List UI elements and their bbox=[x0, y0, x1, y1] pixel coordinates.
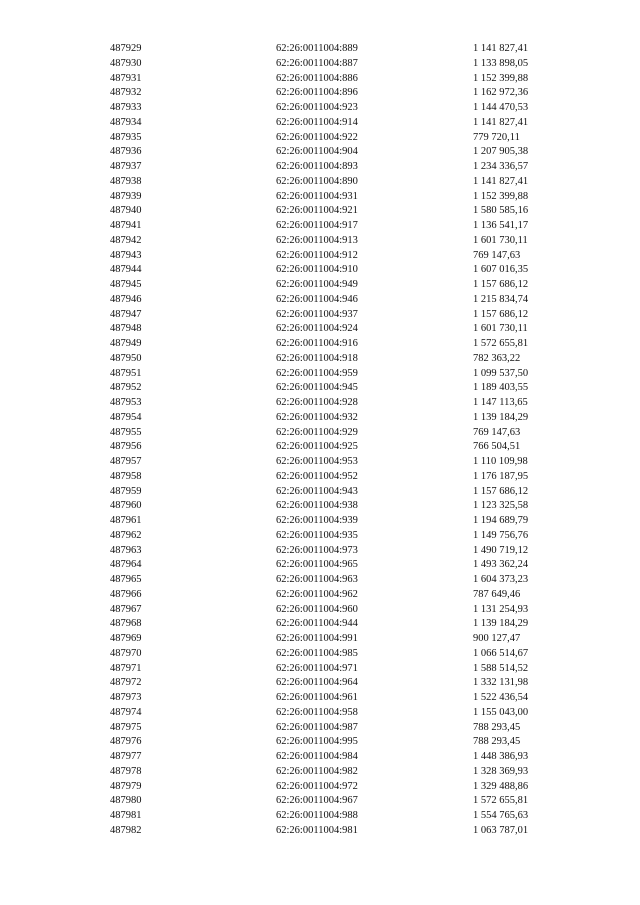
row-number: 487978 bbox=[110, 765, 142, 777]
cadastral-number: 62:26:0011004:931 bbox=[276, 190, 358, 202]
table-row bbox=[0, 160, 640, 175]
row-number: 487967 bbox=[110, 603, 142, 615]
cadastral-number: 62:26:0011004:928 bbox=[276, 397, 358, 408]
row-number: 487949 bbox=[110, 338, 142, 349]
table-row bbox=[0, 647, 640, 662]
table-row bbox=[0, 86, 640, 101]
row-number: 487974 bbox=[110, 706, 142, 718]
row-number: 487980 bbox=[110, 795, 142, 807]
table-row bbox=[0, 101, 640, 116]
cadastral-value: 1 176 187,95 bbox=[473, 470, 529, 482]
table-row bbox=[0, 145, 640, 160]
cadastral-number: 62:26:0011004:913 bbox=[276, 234, 358, 246]
table-row bbox=[0, 190, 640, 205]
row-number: 487940 bbox=[110, 205, 142, 217]
row-number: 487943 bbox=[110, 249, 142, 261]
cadastral-value: 1 066 514,67 bbox=[473, 647, 529, 659]
table-row bbox=[0, 278, 640, 293]
table-row bbox=[0, 219, 640, 234]
table-row bbox=[0, 308, 640, 323]
row-number: 487956 bbox=[110, 441, 142, 453]
table-row bbox=[0, 499, 640, 514]
cadastral-value: 1 522 436,54 bbox=[473, 692, 529, 703]
table-row bbox=[0, 514, 640, 529]
row-number: 487963 bbox=[110, 544, 142, 556]
table-row bbox=[0, 765, 640, 780]
table-row bbox=[0, 411, 640, 426]
cadastral-number: 62:26:0011004:944 bbox=[276, 618, 358, 630]
cadastral-number: 62:26:0011004:889 bbox=[276, 43, 358, 54]
table-row bbox=[0, 573, 640, 588]
row-number: 487971 bbox=[110, 662, 142, 674]
table-row bbox=[0, 750, 640, 765]
row-number: 487942 bbox=[110, 234, 142, 246]
table-row bbox=[0, 470, 640, 485]
cadastral-value: 1 607 016,35 bbox=[473, 264, 529, 276]
cadastral-number: 62:26:0011004:953 bbox=[276, 456, 358, 467]
cadastral-value: 1 136 541,17 bbox=[473, 220, 529, 231]
table-row bbox=[0, 131, 640, 146]
cadastral-number: 62:26:0011004:914 bbox=[276, 116, 358, 128]
cadastral-value: 1 157 686,12 bbox=[473, 485, 529, 497]
cadastral-value: 1 580 585,16 bbox=[473, 205, 529, 217]
row-number: 487968 bbox=[110, 618, 142, 630]
cadastral-number: 62:26:0011004:896 bbox=[276, 87, 358, 99]
row-number: 487953 bbox=[110, 397, 142, 408]
cadastral-number: 62:26:0011004:961 bbox=[276, 692, 358, 703]
table-row bbox=[0, 558, 640, 573]
cadastral-value: 900 127,47 bbox=[473, 633, 521, 644]
cadastral-value: 1 157 686,12 bbox=[473, 308, 529, 320]
cadastral-number: 62:26:0011004:964 bbox=[276, 677, 358, 689]
cadastral-number: 62:26:0011004:939 bbox=[276, 515, 358, 526]
cadastral-number: 62:26:0011004:949 bbox=[276, 279, 358, 290]
cadastral-value: 782 363,22 bbox=[473, 352, 521, 364]
table-row bbox=[0, 234, 640, 249]
row-number: 487955 bbox=[110, 426, 142, 438]
row-number: 487944 bbox=[110, 264, 142, 276]
cadastral-value: 1 207 905,38 bbox=[473, 146, 529, 158]
cadastral-value: 1 139 184,29 bbox=[473, 618, 529, 630]
row-number: 487932 bbox=[110, 87, 142, 99]
cadastral-number: 62:26:0011004:952 bbox=[276, 470, 358, 482]
cadastral-value: 1 194 689,79 bbox=[473, 515, 529, 526]
cadastral-value: 1 099 537,50 bbox=[473, 367, 529, 379]
cadastral-value: 1 448 386,93 bbox=[473, 751, 529, 762]
row-number: 487976 bbox=[110, 736, 142, 748]
cadastral-number: 62:26:0011004:893 bbox=[276, 161, 358, 172]
cadastral-number: 62:26:0011004:967 bbox=[276, 795, 358, 807]
cadastral-value: 769 147,63 bbox=[473, 249, 521, 261]
cadastral-value: 1 149 756,76 bbox=[473, 529, 529, 541]
cadastral-value: 1 328 369,93 bbox=[473, 765, 529, 777]
cadastral-number: 62:26:0011004:946 bbox=[276, 293, 358, 305]
row-number: 487954 bbox=[110, 411, 142, 423]
cadastral-number: 62:26:0011004:984 bbox=[276, 751, 358, 762]
cadastral-number: 62:26:0011004:972 bbox=[276, 780, 358, 792]
row-number: 487937 bbox=[110, 161, 142, 172]
cadastral-value: 1 572 655,81 bbox=[473, 338, 529, 349]
cadastral-number: 62:26:0011004:995 bbox=[276, 736, 358, 748]
cadastral-number: 62:26:0011004:982 bbox=[276, 765, 358, 777]
cadastral-value: 1 601 730,11 bbox=[473, 234, 528, 246]
cadastral-number: 62:26:0011004:959 bbox=[276, 367, 358, 379]
cadastral-number: 62:26:0011004:910 bbox=[276, 264, 358, 276]
cadastral-value: 1 155 043,00 bbox=[473, 706, 529, 718]
table-row bbox=[0, 249, 640, 264]
row-number: 487981 bbox=[110, 810, 142, 821]
row-number: 487979 bbox=[110, 780, 142, 792]
cadastral-number: 62:26:0011004:938 bbox=[276, 500, 358, 512]
data-table bbox=[0, 42, 640, 839]
row-number: 487957 bbox=[110, 456, 142, 467]
row-number: 487936 bbox=[110, 146, 142, 158]
cadastral-value: 1 133 898,05 bbox=[473, 57, 529, 69]
cadastral-value: 1 141 827,41 bbox=[473, 43, 529, 54]
row-number: 487969 bbox=[110, 633, 142, 644]
row-number: 487947 bbox=[110, 308, 142, 320]
cadastral-number: 62:26:0011004:985 bbox=[276, 647, 358, 659]
cadastral-value: 1 329 488,86 bbox=[473, 780, 529, 792]
cadastral-number: 62:26:0011004:918 bbox=[276, 352, 358, 364]
table-row bbox=[0, 367, 640, 382]
cadastral-value: 787 649,46 bbox=[473, 588, 521, 600]
cadastral-value: 1 157 686,12 bbox=[473, 279, 529, 290]
row-number: 487946 bbox=[110, 293, 142, 305]
table-row bbox=[0, 735, 640, 750]
cadastral-number: 62:26:0011004:965 bbox=[276, 559, 358, 571]
cadastral-value: 1 147 113,65 bbox=[473, 397, 528, 408]
row-number: 487958 bbox=[110, 470, 142, 482]
cadastral-number: 62:26:0011004:932 bbox=[276, 411, 358, 423]
row-number: 487929 bbox=[110, 43, 142, 54]
cadastral-number: 62:26:0011004:962 bbox=[276, 588, 358, 600]
table-row bbox=[0, 780, 640, 795]
row-number: 487973 bbox=[110, 692, 142, 703]
cadastral-value: 1 110 109,98 bbox=[473, 456, 528, 467]
table-row bbox=[0, 691, 640, 706]
cadastral-value: 1 144 470,53 bbox=[473, 102, 529, 113]
table-row bbox=[0, 116, 640, 131]
cadastral-value: 1 131 254,93 bbox=[473, 603, 529, 615]
table-row bbox=[0, 529, 640, 544]
cadastral-number: 62:26:0011004:937 bbox=[276, 308, 358, 320]
cadastral-number: 62:26:0011004:923 bbox=[276, 102, 358, 113]
cadastral-value: 1 152 399,88 bbox=[473, 72, 529, 84]
cadastral-number: 62:26:0011004:929 bbox=[276, 426, 358, 438]
row-number: 487945 bbox=[110, 279, 142, 290]
cadastral-number: 62:26:0011004:916 bbox=[276, 338, 358, 349]
row-number: 487970 bbox=[110, 647, 142, 659]
row-number: 487933 bbox=[110, 102, 142, 113]
cadastral-value: 1 490 719,12 bbox=[473, 544, 529, 556]
table-row bbox=[0, 352, 640, 367]
table-row bbox=[0, 72, 640, 87]
table-row bbox=[0, 721, 640, 736]
table-row bbox=[0, 426, 640, 441]
cadastral-value: 1 604 373,23 bbox=[473, 574, 529, 585]
row-number: 487935 bbox=[110, 131, 142, 143]
cadastral-number: 62:26:0011004:917 bbox=[276, 220, 358, 231]
cadastral-number: 62:26:0011004:935 bbox=[276, 529, 358, 541]
table-row bbox=[0, 603, 640, 618]
table-row bbox=[0, 706, 640, 721]
row-number: 487952 bbox=[110, 382, 142, 394]
table-row bbox=[0, 381, 640, 396]
cadastral-number: 62:26:0011004:988 bbox=[276, 810, 358, 821]
row-number: 487948 bbox=[110, 323, 142, 335]
cadastral-number: 62:26:0011004:981 bbox=[276, 824, 358, 836]
row-number: 487982 bbox=[110, 824, 142, 836]
table-row bbox=[0, 617, 640, 632]
cadastral-number: 62:26:0011004:924 bbox=[276, 323, 358, 335]
cadastral-number: 62:26:0011004:922 bbox=[276, 131, 358, 143]
row-number: 487962 bbox=[110, 529, 142, 541]
cadastral-number: 62:26:0011004:971 bbox=[276, 662, 358, 674]
table-row bbox=[0, 824, 640, 839]
cadastral-value: 1 601 730,11 bbox=[473, 323, 528, 335]
table-row bbox=[0, 485, 640, 500]
row-number: 487972 bbox=[110, 677, 142, 689]
cadastral-number: 62:26:0011004:991 bbox=[276, 633, 358, 644]
table-row bbox=[0, 322, 640, 337]
row-number: 487939 bbox=[110, 190, 142, 202]
cadastral-value: 1 141 827,41 bbox=[473, 175, 529, 187]
cadastral-number: 62:26:0011004:945 bbox=[276, 382, 358, 394]
cadastral-number: 62:26:0011004:963 bbox=[276, 574, 358, 585]
cadastral-number: 62:26:0011004:925 bbox=[276, 441, 358, 453]
table-row bbox=[0, 293, 640, 308]
cadastral-value: 788 293,45 bbox=[473, 721, 521, 733]
table-row bbox=[0, 42, 640, 57]
row-number: 487959 bbox=[110, 485, 142, 497]
table-row bbox=[0, 455, 640, 470]
cadastral-number: 62:26:0011004:887 bbox=[276, 57, 358, 69]
table-row bbox=[0, 396, 640, 411]
cadastral-number: 62:26:0011004:987 bbox=[276, 721, 358, 733]
cadastral-value: 1 139 184,29 bbox=[473, 411, 529, 423]
cadastral-number: 62:26:0011004:973 bbox=[276, 544, 358, 556]
cadastral-value: 1 141 827,41 bbox=[473, 116, 529, 128]
table-row bbox=[0, 662, 640, 677]
cadastral-number: 62:26:0011004:886 bbox=[276, 72, 358, 84]
row-number: 487964 bbox=[110, 559, 142, 571]
table-row bbox=[0, 204, 640, 219]
table-row bbox=[0, 676, 640, 691]
cadastral-number: 62:26:0011004:912 bbox=[276, 249, 358, 261]
table-row bbox=[0, 337, 640, 352]
row-number: 487934 bbox=[110, 116, 142, 128]
cadastral-number: 62:26:0011004:958 bbox=[276, 706, 358, 718]
table-row bbox=[0, 632, 640, 647]
table-row bbox=[0, 794, 640, 809]
row-number: 487966 bbox=[110, 588, 142, 600]
cadastral-value: 1 215 834,74 bbox=[473, 293, 529, 305]
row-number: 487965 bbox=[110, 574, 142, 585]
cadastral-value: 1 189 403,55 bbox=[473, 382, 529, 394]
row-number: 487941 bbox=[110, 220, 142, 231]
cadastral-value: 1 152 399,88 bbox=[473, 190, 529, 202]
cadastral-value: 1 554 765,63 bbox=[473, 810, 529, 821]
table-row bbox=[0, 175, 640, 190]
table-row bbox=[0, 588, 640, 603]
cadastral-number: 62:26:0011004:943 bbox=[276, 485, 358, 497]
row-number: 487960 bbox=[110, 500, 142, 512]
cadastral-number: 62:26:0011004:921 bbox=[276, 205, 358, 217]
cadastral-value: 766 504,51 bbox=[473, 441, 521, 453]
cadastral-value: 1 063 787,01 bbox=[473, 824, 529, 836]
table-row bbox=[0, 263, 640, 278]
cadastral-value: 769 147,63 bbox=[473, 426, 521, 438]
row-number: 487961 bbox=[110, 515, 142, 526]
cadastral-value: 1 572 655,81 bbox=[473, 795, 529, 807]
row-number: 487931 bbox=[110, 72, 142, 84]
cadastral-value: 1 332 131,98 bbox=[473, 677, 529, 689]
table-row bbox=[0, 57, 640, 72]
cadastral-value: 1 588 514,52 bbox=[473, 662, 529, 674]
row-number: 487977 bbox=[110, 751, 142, 762]
table-row bbox=[0, 440, 640, 455]
cadastral-value: 788 293,45 bbox=[473, 736, 521, 748]
row-number: 487938 bbox=[110, 175, 142, 187]
cadastral-value: 1 123 325,58 bbox=[473, 500, 529, 512]
cadastral-value: 1 162 972,36 bbox=[473, 87, 529, 99]
cadastral-value: 779 720,11 bbox=[473, 131, 520, 143]
cadastral-value: 1 493 362,24 bbox=[473, 559, 529, 571]
table-row bbox=[0, 544, 640, 559]
row-number: 487951 bbox=[110, 367, 142, 379]
row-number: 487950 bbox=[110, 352, 142, 364]
cadastral-number: 62:26:0011004:960 bbox=[276, 603, 358, 615]
cadastral-number: 62:26:0011004:904 bbox=[276, 146, 358, 158]
row-number: 487930 bbox=[110, 57, 142, 69]
row-number: 487975 bbox=[110, 721, 142, 733]
table-row bbox=[0, 809, 640, 824]
cadastral-value: 1 234 336,57 bbox=[473, 161, 529, 172]
cadastral-number: 62:26:0011004:890 bbox=[276, 175, 358, 187]
